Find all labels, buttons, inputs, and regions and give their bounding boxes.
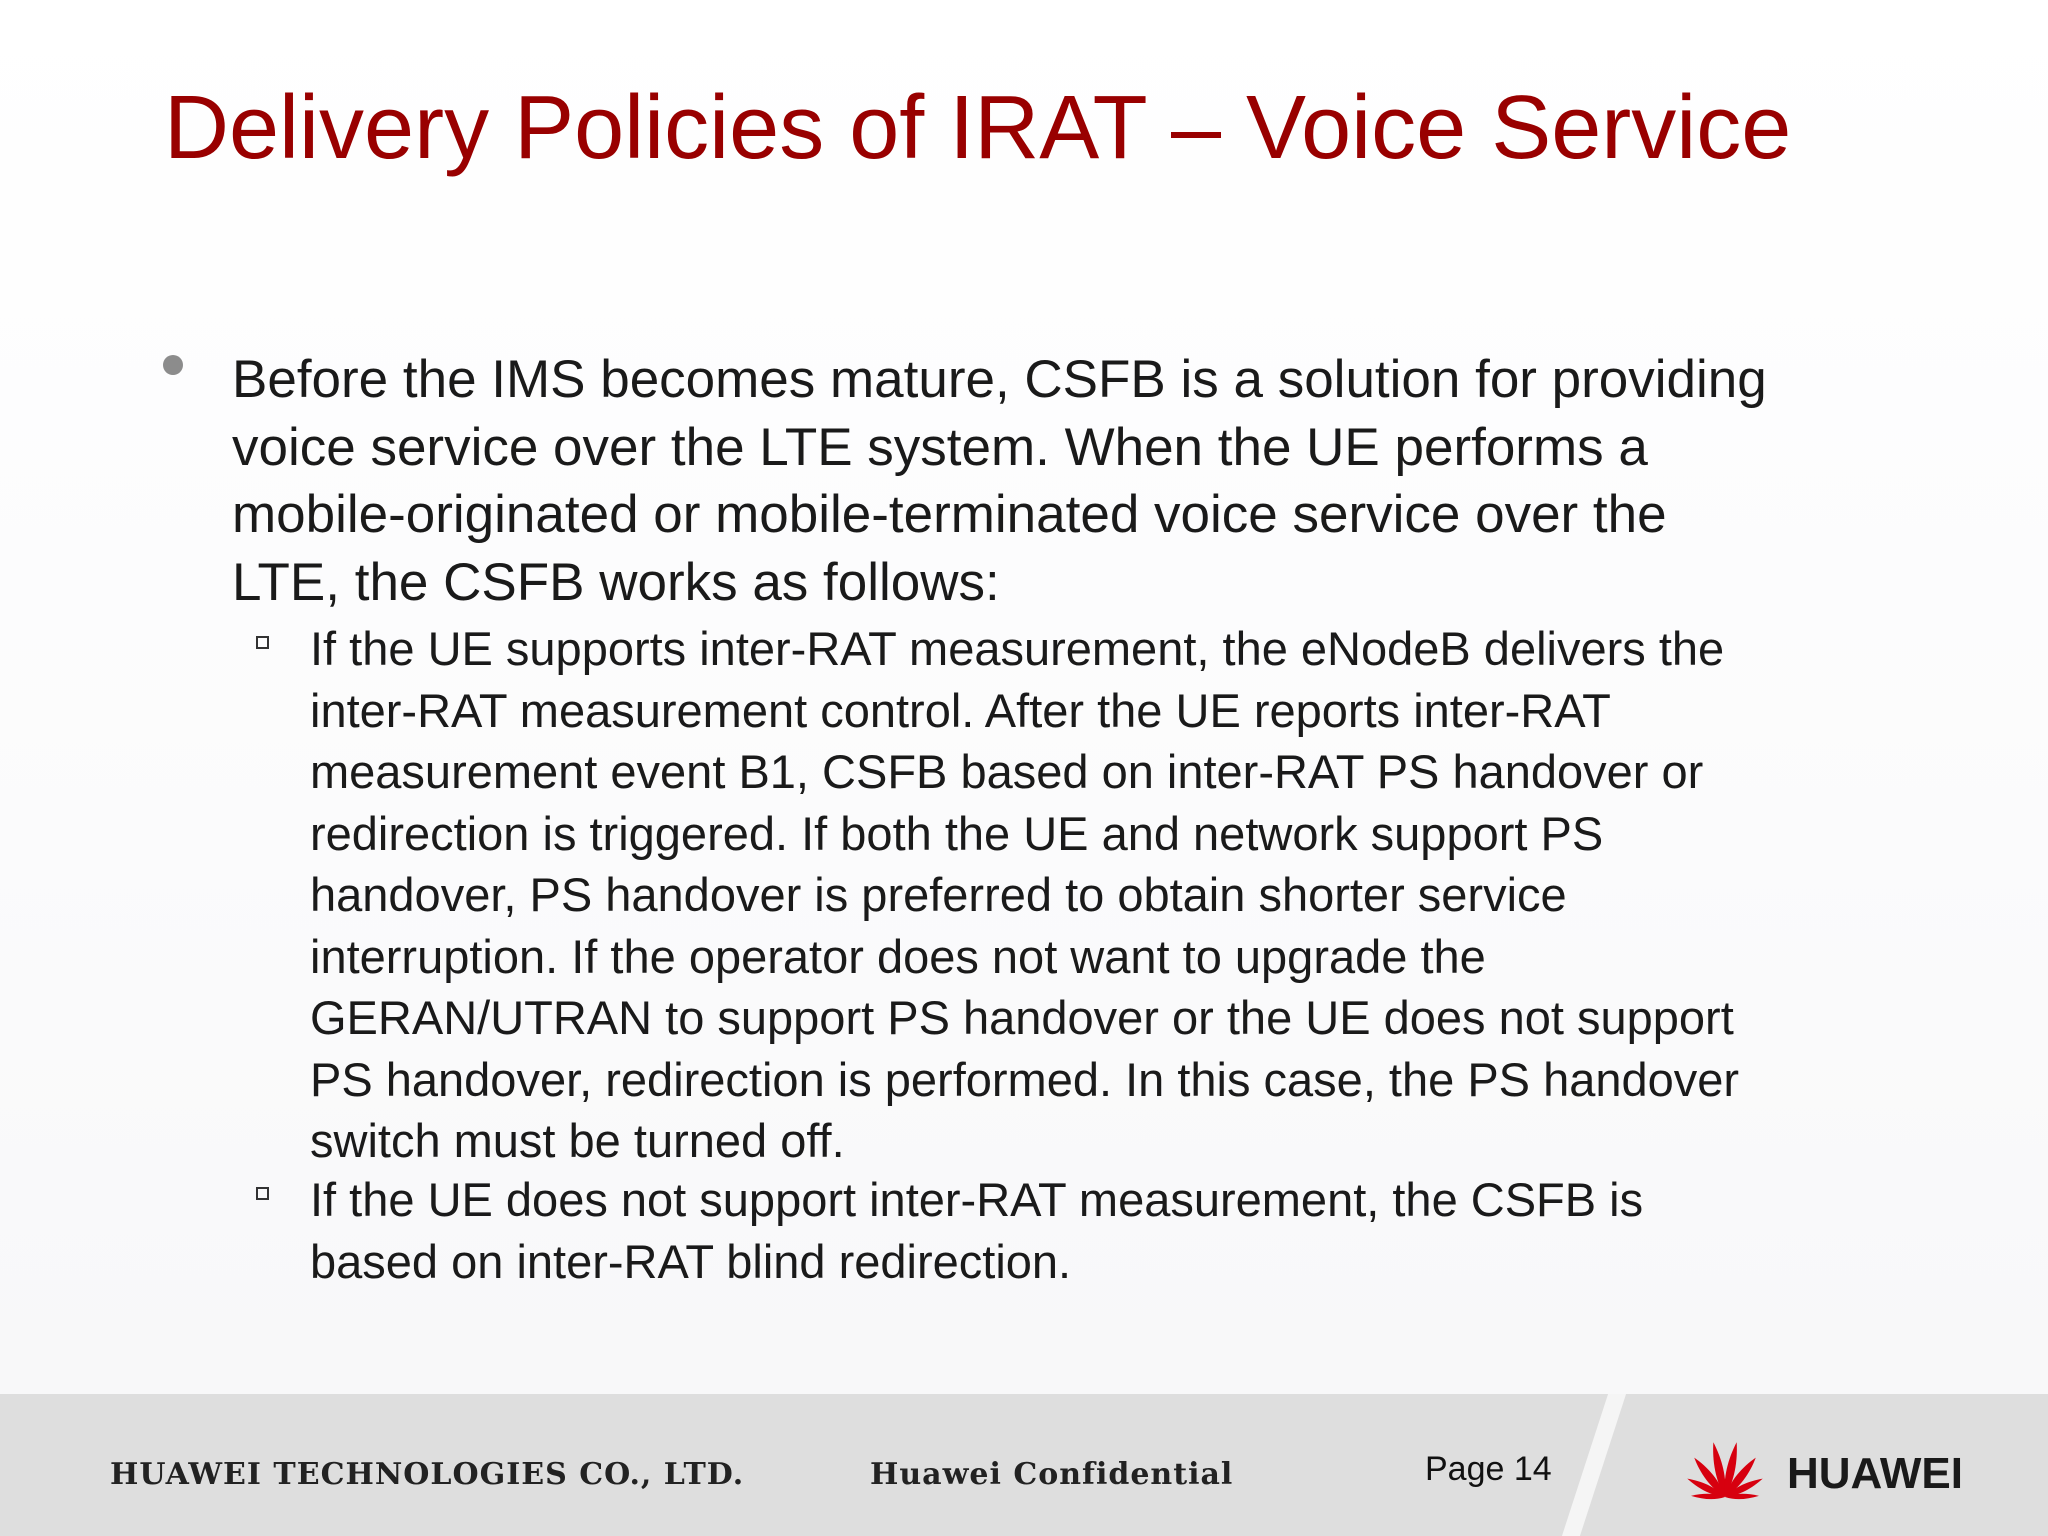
footer-company-name: HUAWEI TECHNOLOGIES CO., LTD. xyxy=(110,1457,745,1492)
sub-bullet-line: If the UE supports inter-RAT measurement, the eNodeB delivers the xyxy=(310,622,1725,675)
main-bullet-line: LTE, the CSFB works as follows: xyxy=(232,552,1000,612)
slide-title: Delivery Policies of IRAT – Voice Service xyxy=(164,78,1792,178)
main-bullet-line: Before the IMS becomes mature, CSFB is a solution for providing xyxy=(232,350,1767,409)
sub-bullet-text xyxy=(310,618,1900,1172)
square-bullet-icon xyxy=(256,1187,269,1200)
huawei-wordmark: HUAWEI xyxy=(1787,1449,1963,1498)
huawei-petal-logo-icon xyxy=(1675,1429,1775,1509)
sub-bullet-line: interruption. If the operator does not want to upgrade the xyxy=(310,929,1486,983)
sub-bullet-line: GERAN/UTRAN to support PS handover or the UE does not support xyxy=(310,991,1734,1044)
huawei-logo xyxy=(1675,1429,1985,1519)
sub-bullet-line: redirection is triggered. If both the UE and network support PS xyxy=(310,806,1604,860)
main-bullet-text xyxy=(232,346,1912,616)
sub-bullet-line: measurement event B1, CSFB based on inter-RAT PS handover or xyxy=(310,745,1704,798)
sub-bullet-text xyxy=(310,1169,1900,1292)
sub-bullet-line: If the UE does not support inter-RAT measurement, the CSFB is xyxy=(310,1173,1644,1226)
sub-bullet-line: based on inter-RAT blind redirection. xyxy=(310,1234,1072,1288)
footer-divider xyxy=(1562,1394,1626,1536)
page-number: Page 14 xyxy=(1425,1450,1552,1488)
sub-bullet-line: PS handover, redirection is performed. In this case, the PS handover xyxy=(310,1052,1740,1106)
footer-confidential-label: Huawei Confidential xyxy=(870,1457,1234,1492)
square-bullet-icon xyxy=(256,636,269,649)
sub-bullet-line: inter-RAT measurement control. After the UE reports inter-RAT xyxy=(310,683,1611,737)
main-bullet-line: mobile-originated or mobile-terminated voice service over the xyxy=(232,485,1667,544)
sub-bullet-line: switch must be turned off. xyxy=(310,1114,845,1167)
main-bullet-line: voice service over the LTE system. When the UE performs a xyxy=(232,417,1648,477)
bullet-dot-icon xyxy=(163,355,183,375)
sub-bullet-line: handover, PS handover is preferred to obtain shorter service xyxy=(310,868,1567,921)
slide-footer xyxy=(0,1394,2048,1536)
